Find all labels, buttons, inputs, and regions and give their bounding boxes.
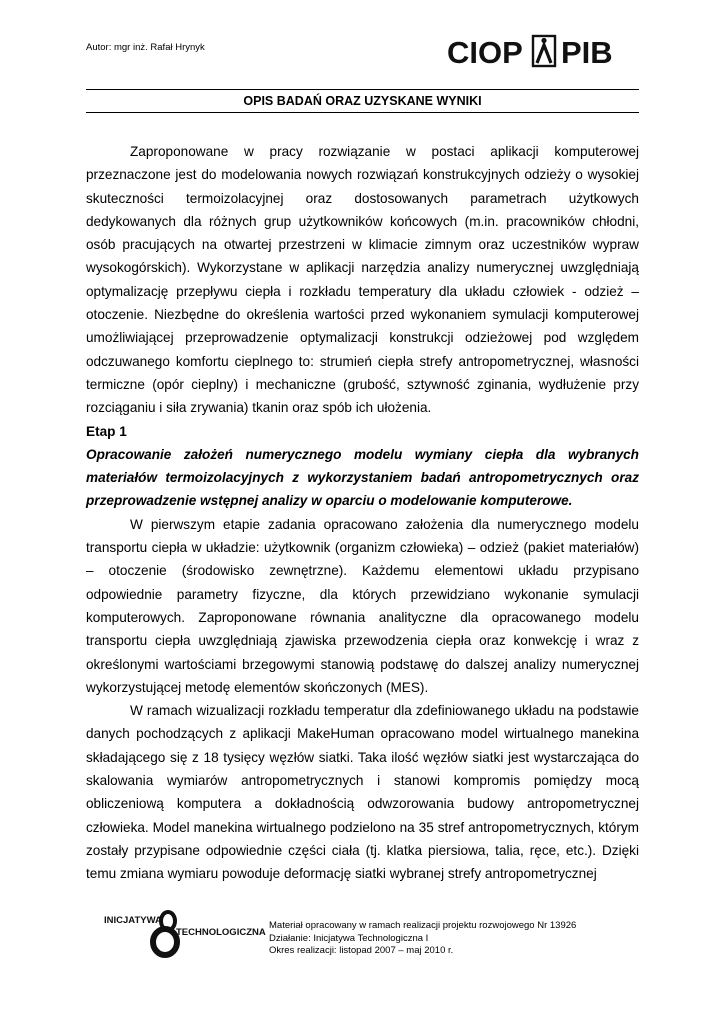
footer-logo-text-bottom: Technologiczna bbox=[176, 927, 266, 938]
inicjatywa-technologiczna-logo bbox=[104, 906, 266, 966]
paragraph-3: W ramach wizualizacji rozkładu temperatur dla zdefiniowanego układu na podstawie danych pochodzących z aplikacji MakeHuman opracowano model wirtualnego manekina składającego się z 18 tysięcy węzłów siatki. Taka ilość węzłów siatki jest wystarczająca do skalowania wymiarów antropometrycznych i stanowi kompromis pomiędzy mocą obliczeniową komputera a dokładnością odwzorowania budowy antropometrycznej człowieka. Model manekina wirtualnego podzielono na 35 stref antropometrycznych, którym zostały przypisane odpowiednie części ciała (tj. klatka piersiowa, talia, ręce, etc.). Dzięki temu zmiana wymiaru powoduje deformację siatki wybranej strefy antropometrycznej bbox=[86, 703, 639, 882]
footer-logo-text-top: Inicjatywa bbox=[104, 915, 162, 926]
footer-line-project: Materiał opracowany w ramach realizacji projektu rozwojowego Nr 13926 bbox=[269, 920, 577, 931]
stage-title: Opracowanie założeń numerycznego modelu wymiany ciepła dla wybranych materiałów termoizolacyjnych z wykorzystaniem badań antropometrycznych oraz przeprowadzenie wstępnej analizy w oparciu o modelowanie komputerowe. bbox=[86, 446, 639, 509]
intro-paragraph: Zaproponowane w pracy rozwiązanie w postaci aplikacji komputerowej przeznaczone jest do modelowania nowych rozwiązań konstrukcyjnych odzieży o wysokiej skuteczności termoizolacyjnej oraz dostosowanych parametrach użytkowych dedykowanych dla różnych grup użytkowników końcowych (m.in. pracowników chłodni, osób pracujących na otwartej przestrzeni w klimacie zimnym oraz uczestników wypraw wysokogórskich). Wykorzystane w aplikacji narzędzia analizy numerycznej uwzględniają optymalizację przepływu ciepła i rozkładu temperatury dla układu człowiek - odzież – otoczenie. Niezbędne do określenia wartości przed wykonaniem symulacji komputerowej umożliwiającej przeprowadzenie optymalizacji konstrukcji odzieżowej pod względem odczuwanego komfortu cieplnego to: strumień ciepła strefy antropometrycznej, własności termiczne (opór cieplny) i mechaniczne (grubość, sztywność zginania, wydłużenie przy rozciąganiu i siła zrywania) tkanin oraz spób ich ułożenia. bbox=[86, 144, 639, 416]
footer-info bbox=[269, 920, 576, 958]
logo-figure-icon bbox=[533, 36, 555, 66]
logo-text-ciop: CIOP bbox=[447, 35, 523, 70]
stage-label: Etap 1 bbox=[86, 423, 127, 439]
footer-line-period: Okres realizacji: listopad 2007 – maj 2010 r. bbox=[269, 945, 454, 956]
logo-text-pib: PIB bbox=[561, 35, 613, 70]
paragraph-2: W pierwszym etapie zadania opracowano założenia dla numerycznego modelu transportu ciepła w układzie: użytkownik (organizm człowieka) – odzież (pakiet materiałów) – otoczenie (środowisko zewnętrzne). Każdemu elementowi układu przypisano odpowiednie parametry fizyczne, dla których przewidziano wykonanie symulacji komputerowych. Zaproponowane równania analityczne dla opracowanego modelu transportu ciepła uwzględniają zjawiska przewodzenia ciepła oraz konwekcję i wraz z określonymi wartościami brzegowymi stanowią podstawę do dalszej analizy numerycznej wykorzystującej metodę elementów skończonych (MES). bbox=[86, 516, 639, 695]
document-body bbox=[86, 140, 639, 886]
header-rule-top bbox=[86, 89, 639, 90]
ciop-pib-logo bbox=[447, 30, 637, 72]
page-heading: OPIS BADAŃ ORAZ UZYSKANE WYNIKI bbox=[243, 94, 482, 108]
header-rule-bottom bbox=[86, 112, 639, 113]
footer-line-action: Działanie: Inicjatywa Technologiczna I bbox=[269, 932, 429, 944]
author-line: Autor: mgr inż. Rafał Hrynyk bbox=[86, 42, 205, 53]
